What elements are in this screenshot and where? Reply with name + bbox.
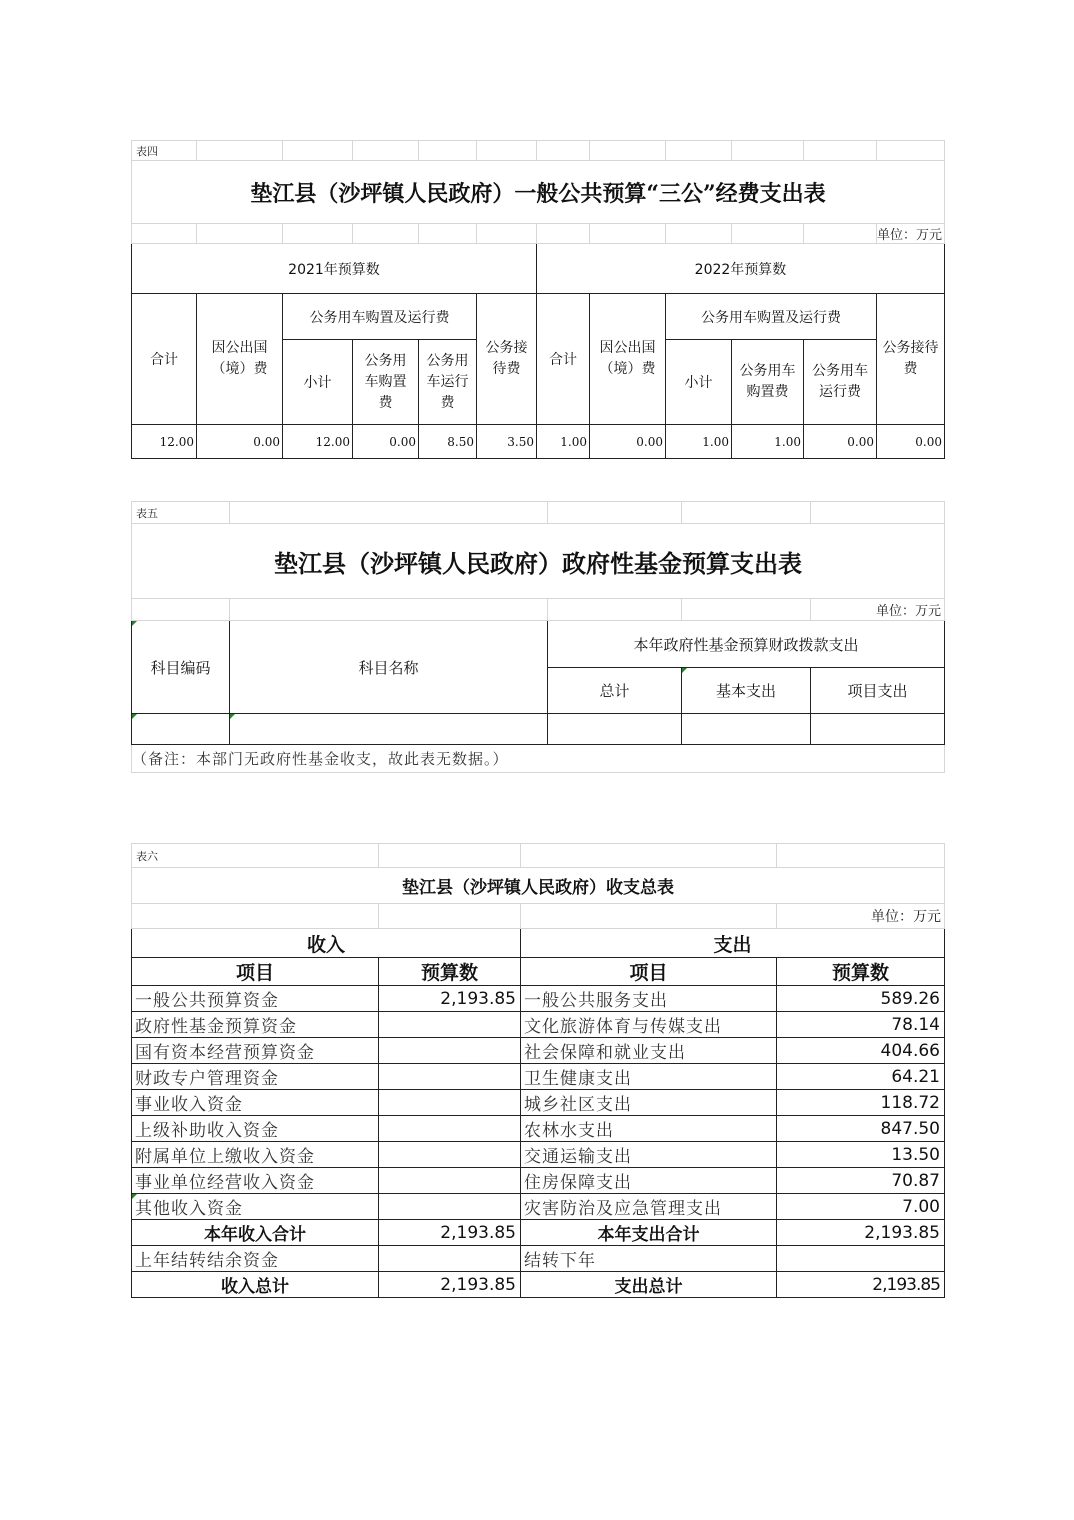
table-row	[132, 1012, 945, 1038]
table4-value: 0.00	[804, 425, 877, 459]
income-item: 其他收入资金	[132, 1194, 379, 1220]
income-value	[379, 1116, 521, 1142]
income-item: 附属单位上缴收入资金	[132, 1142, 379, 1168]
expense-value: 13.50	[777, 1142, 945, 1168]
income-item: 政府性基金预算资金	[132, 1012, 379, 1038]
expense-item: 城乡社区支出	[521, 1090, 777, 1116]
income-grand-total: 2,193.85	[379, 1272, 521, 1298]
income-budget-header: 预算数	[379, 958, 521, 986]
header-reception-2022: 公务接待费	[877, 294, 945, 425]
table6-tag: 表六	[132, 844, 379, 868]
expense-item: 农林水支出	[521, 1116, 777, 1142]
header-purchase-2022: 公务用车购置费	[732, 340, 804, 425]
table5-tag: 表五	[132, 502, 230, 524]
table6-title: 垫江县（沙坪镇人民政府）收支总表	[132, 868, 945, 904]
expense-item: 交通运输支出	[521, 1142, 777, 1168]
expense-item: 社会保障和就业支出	[521, 1038, 777, 1064]
header-abroad-2022: 因公出国（境）费	[590, 294, 666, 425]
carry-out-value	[777, 1246, 945, 1272]
header-vehicle-2021: 公务用车购置及运行费	[283, 294, 477, 340]
header-reception-2021: 公务接待费	[477, 294, 537, 425]
expense-value: 589.26	[777, 986, 945, 1012]
income-item: 上级补助收入资金	[132, 1116, 379, 1142]
table4-value: 0.00	[197, 425, 283, 459]
header-vehicle-2022: 公务用车购置及运行费	[666, 294, 877, 340]
table-row	[132, 986, 945, 1012]
expense-item: 卫生健康支出	[521, 1064, 777, 1090]
table4	[131, 140, 945, 459]
table4-value: 3.50	[477, 425, 537, 459]
income-item: 事业单位经营收入资金	[132, 1168, 379, 1194]
expense-value: 78.14	[777, 1012, 945, 1038]
table4-tag: 表四	[132, 141, 197, 161]
table6	[131, 843, 945, 1298]
expense-item: 一般公共服务支出	[521, 986, 777, 1012]
header-running-2022: 公务用车运行费	[804, 340, 877, 425]
header-subtotal-2022: 小计	[666, 340, 732, 425]
year-total-row	[132, 1220, 945, 1246]
table4-value: 12.00	[283, 425, 353, 459]
expense-header: 支出	[521, 929, 945, 958]
expense-item: 文化旅游体育与传媒支出	[521, 1012, 777, 1038]
income-value	[379, 1064, 521, 1090]
income-value	[379, 1142, 521, 1168]
carry-row	[132, 1246, 945, 1272]
table-row	[132, 1038, 945, 1064]
table5-basic-header: 基本支出	[682, 668, 811, 714]
income-value	[379, 1090, 521, 1116]
table-row	[132, 1168, 945, 1194]
carry-in-value	[379, 1246, 521, 1272]
header-total-2022: 合计	[537, 294, 590, 425]
income-value	[379, 1012, 521, 1038]
header-running-2021: 公务用车运行费	[419, 340, 477, 425]
expense-value: 64.21	[777, 1064, 945, 1090]
year-expense-total: 2,193.85	[777, 1220, 945, 1246]
expense-value: 118.72	[777, 1090, 945, 1116]
income-value	[379, 1038, 521, 1064]
header-abroad-2021: 因公出国（境）费	[197, 294, 283, 425]
year-income-total: 2,193.85	[379, 1220, 521, 1246]
grand-total-row	[132, 1272, 945, 1298]
income-value	[379, 1168, 521, 1194]
expense-value: 404.66	[777, 1038, 945, 1064]
expense-value: 70.87	[777, 1168, 945, 1194]
table4-value: 8.50	[419, 425, 477, 459]
table-row	[132, 1090, 945, 1116]
table4-title: 垫江县（沙坪镇人民政府）一般公共预算“三公”经费支出表	[132, 161, 945, 224]
year-expense-total-label: 本年支出合计	[521, 1220, 777, 1246]
expense-value: 7.00	[777, 1194, 945, 1220]
table4-year-2022: 2022年预算数	[537, 244, 945, 294]
year-income-total-label: 本年收入合计	[132, 1220, 379, 1246]
table5-title: 垫江县（沙坪镇人民政府）政府性基金预算支出表	[132, 524, 945, 599]
income-item: 国有资本经营预算资金	[132, 1038, 379, 1064]
table5-group-header: 本年政府性基金预算财政拨款支出	[548, 621, 945, 668]
table5-code-header: 科目编码	[132, 621, 230, 714]
table4-value: 1.00	[666, 425, 732, 459]
table4-year-2021: 2021年预算数	[132, 244, 537, 294]
income-grand-label: 收入总计	[132, 1272, 379, 1298]
table-row	[132, 1116, 945, 1142]
table5-unit: 单位：万元	[811, 599, 945, 621]
table4-value: 1.00	[537, 425, 590, 459]
carry-out-label: 结转下年	[521, 1246, 777, 1272]
table4-value: 1.00	[732, 425, 804, 459]
table4-value: 0.00	[590, 425, 666, 459]
header-purchase-2021: 公务用车购置费	[353, 340, 419, 425]
table4-unit: 单位：万元	[877, 224, 945, 244]
table5-project-header: 项目支出	[811, 668, 945, 714]
table4-value: 0.00	[353, 425, 419, 459]
table5-total-header: 总计	[548, 668, 682, 714]
expense-item-header: 项目	[521, 958, 777, 986]
expense-item: 灾害防治及应急管理支出	[521, 1194, 777, 1220]
table-row	[132, 1142, 945, 1168]
header-subtotal-2021: 小计	[283, 340, 353, 425]
expense-budget-header: 预算数	[777, 958, 945, 986]
table-row	[132, 1064, 945, 1090]
table5-name-header: 科目名称	[230, 621, 548, 714]
table5	[131, 501, 945, 773]
income-value	[379, 1194, 521, 1220]
expense-grand-total: 2,193.85	[777, 1272, 945, 1298]
income-item-header: 项目	[132, 958, 379, 986]
table-row	[132, 1194, 945, 1220]
income-value: 2,193.85	[379, 986, 521, 1012]
table6-unit: 单位：万元	[777, 904, 945, 929]
expense-grand-label: 支出总计	[521, 1272, 777, 1298]
income-item: 事业收入资金	[132, 1090, 379, 1116]
expense-value: 847.50	[777, 1116, 945, 1142]
table4-value: 0.00	[877, 425, 945, 459]
table4-value: 12.00	[132, 425, 197, 459]
header-total-2021: 合计	[132, 294, 197, 425]
income-item: 一般公共预算资金	[132, 986, 379, 1012]
income-header: 收入	[132, 929, 521, 958]
table5-note: （备注：本部门无政府性基金收支，故此表无数据。）	[132, 745, 945, 773]
carry-in-label: 上年结转结余资金	[132, 1246, 379, 1272]
income-item: 财政专户管理资金	[132, 1064, 379, 1090]
expense-item: 住房保障支出	[521, 1168, 777, 1194]
